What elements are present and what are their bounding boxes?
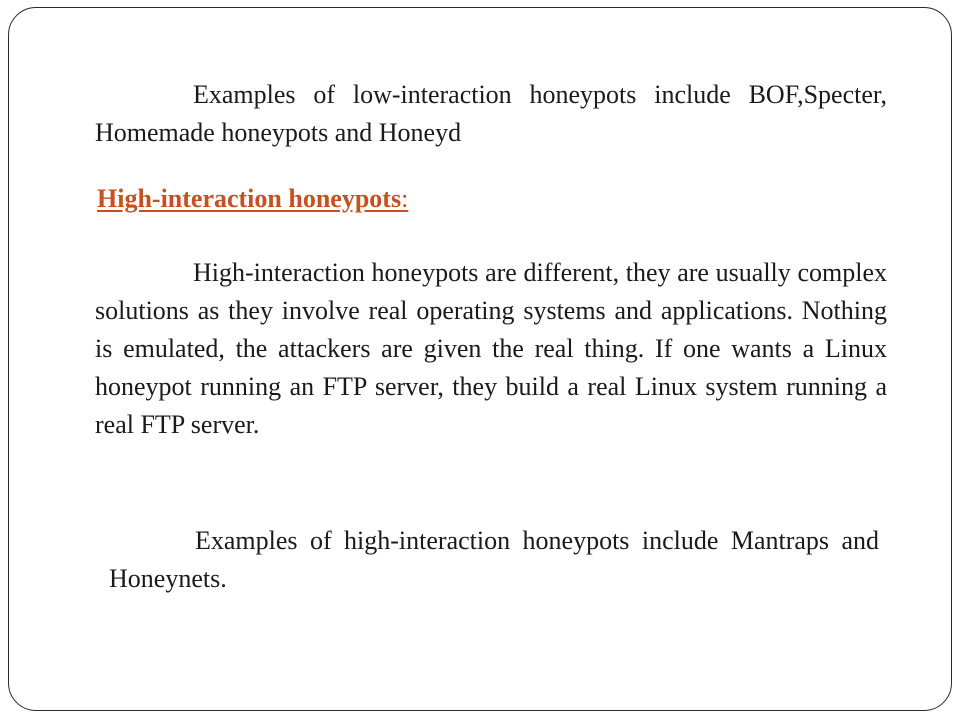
slide-frame	[8, 7, 952, 711]
high-interaction-examples-paragraph	[109, 522, 879, 598]
high-interaction-description-paragraph	[95, 254, 887, 444]
low-interaction-examples-text: Examples of low-interaction honeypots include BOF,Specter, Homemade honeypots and Honeyd	[95, 80, 887, 147]
high-interaction-description-text: High-interaction honeypots are different, they are usually complex solutions as they involve real operating systems and applications. Nothing is emulated, the attackers are given the real thing. If one wants a Linux honeypot running an FTP server, they build a real Linux system running a real FTP server.	[95, 258, 887, 439]
high-interaction-heading-text: High-interaction honeypots	[97, 184, 402, 213]
high-interaction-heading	[97, 180, 408, 218]
low-interaction-examples-paragraph	[95, 76, 887, 152]
heading-colon: :	[401, 184, 409, 213]
high-interaction-examples-text: Examples of high-interaction honeypots include Mantraps and Honeynets.	[109, 526, 879, 593]
